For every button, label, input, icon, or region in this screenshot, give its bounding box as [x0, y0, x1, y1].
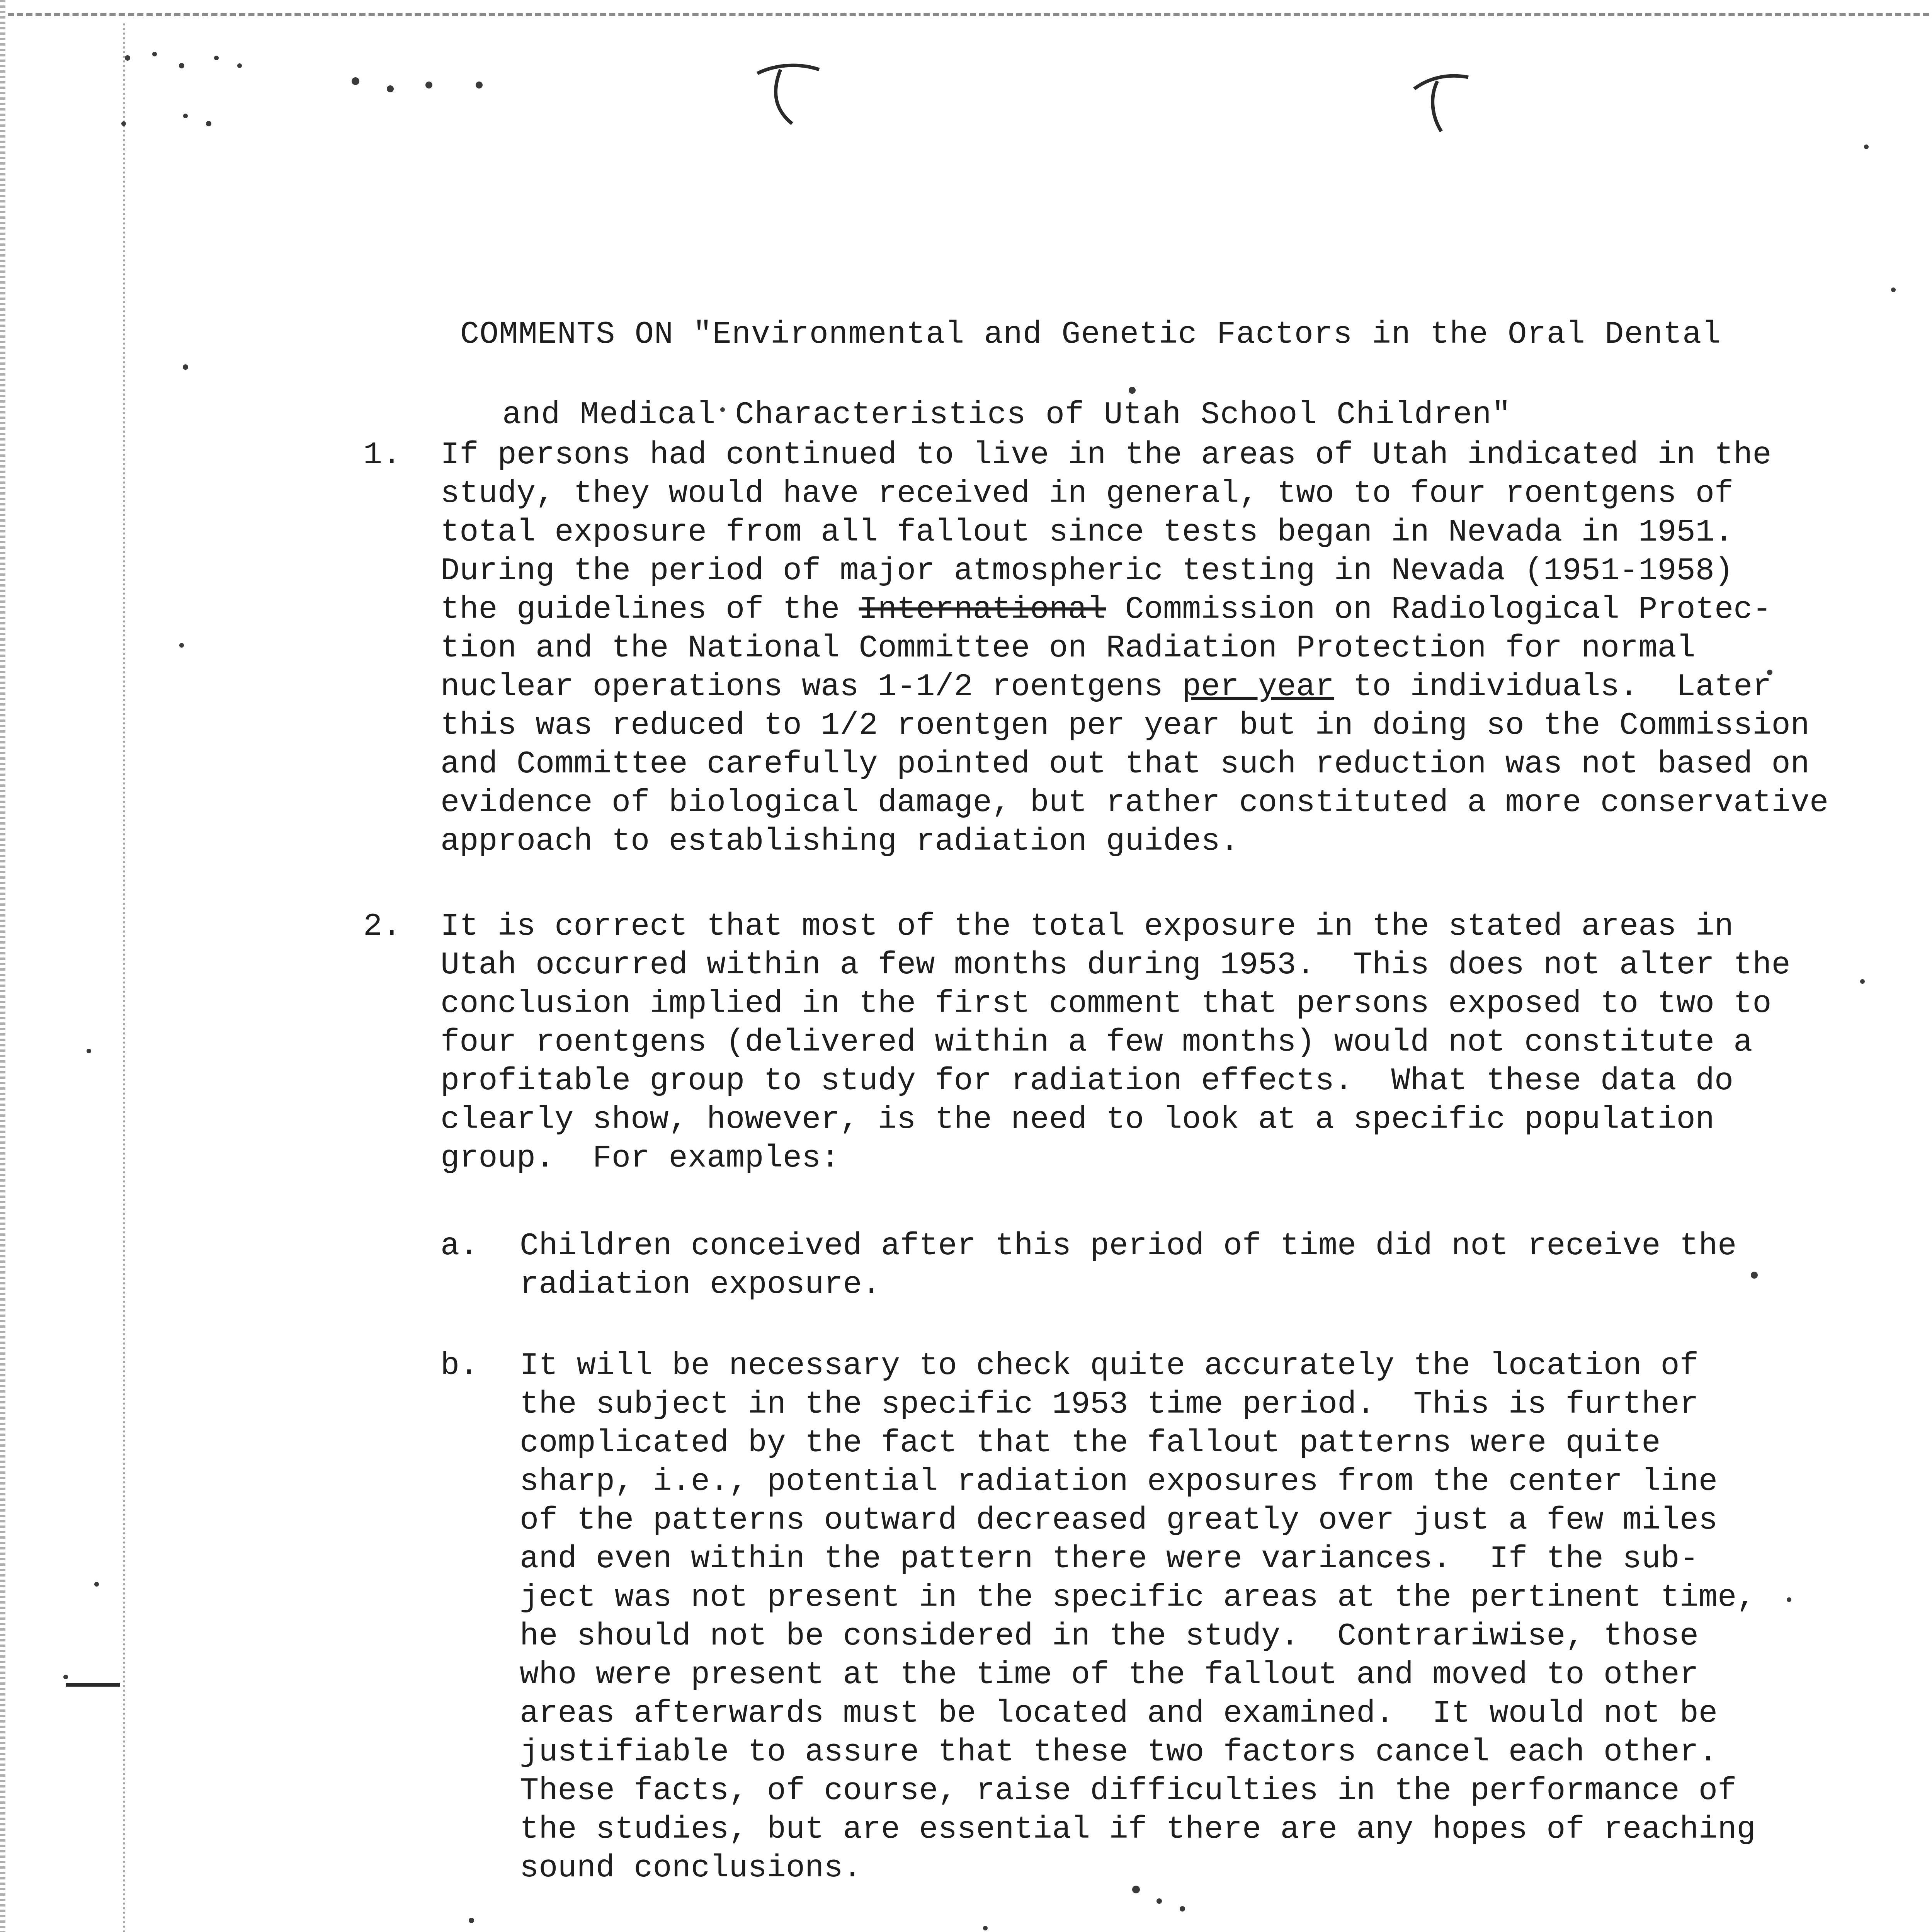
paragraph-line: clearly show, however, is the need to look at a specific population	[440, 1102, 1714, 1138]
paragraph-line: and even within the pattern there were variances. If the sub-	[520, 1541, 1699, 1577]
subitem-b-paragraph	[520, 1347, 1756, 1888]
paragraph-line: tion and the National Committee on Radiation Protection for normal	[440, 630, 1696, 666]
item-number-1: 1.	[363, 437, 401, 473]
paragraph-line-strikethrough: the guidelines of the International Commission on Radiological Protec-	[440, 592, 1772, 628]
paragraph-line: the subject in the specific 1953 time period. This is further	[520, 1386, 1699, 1422]
paragraph-line: study, they would have received in general, two to four roentgens of	[440, 476, 1734, 512]
handwritten-mark-right	[1410, 66, 1472, 143]
paragraph-line: sound conclusions.	[520, 1850, 862, 1886]
paragraph-line: During the period of major atmospheric testing in Nevada (1951-1958)	[440, 553, 1734, 589]
paragraph-line: sharp, i.e., potential radiation exposures from the center line	[520, 1464, 1718, 1500]
paragraph-line: areas afterwards must be located and examined. It would not be	[520, 1696, 1718, 1731]
subitem-letter-a: a.	[440, 1228, 479, 1264]
item-1-paragraph	[440, 436, 1828, 861]
paragraph-line: approach to establishing radiation guides.	[440, 823, 1239, 859]
paragraph-line: group. For examples:	[440, 1140, 840, 1176]
item-2-paragraph	[440, 907, 1791, 1178]
paragraph-line: he should not be considered in the study. Contrariwise, those	[520, 1618, 1699, 1654]
paragraph-line: These facts, of course, raise difficulties in the performance of	[520, 1773, 1737, 1809]
paragraph-line: radiation exposure.	[520, 1267, 881, 1303]
paragraph-line: who were present at the time of the fallout and moved to other	[520, 1657, 1699, 1693]
paragraph-line: the studies, but are essential if there are any hopes of reaching	[520, 1811, 1756, 1847]
title-line-1: COMMENTS ON "Environmental and Genetic Factors in the Oral Dental	[460, 316, 1721, 352]
paragraph-line: conclusion implied in the first comment that persons exposed to two to	[440, 986, 1772, 1022]
paragraph-line: ject was not present in the specific areas at the pertinent time,	[520, 1580, 1756, 1616]
paragraph-line: It is correct that most of the total exposure in the stated areas in	[440, 908, 1734, 944]
item-number-2: 2.	[363, 908, 401, 944]
paragraph-line: complicated by the fact that the fallout patterns were quite	[520, 1425, 1661, 1461]
paragraph-line: total exposure from all fallout since tests began in Nevada in 1951.	[440, 514, 1734, 550]
subitem-a-paragraph	[520, 1227, 1736, 1304]
paragraph-line: of the patterns outward decreased greatly over just a few miles	[520, 1502, 1718, 1538]
paragraph-line: and Committee carefully pointed out that such reduction was not based on	[440, 746, 1810, 782]
handwritten-mark-left	[750, 58, 827, 135]
paragraph-line: profitable group to study for radiation effects. What these data do	[440, 1063, 1734, 1099]
paragraph-line: four roentgens (delivered within a few months) would not constitute a	[440, 1024, 1753, 1060]
paragraph-line: Utah occurred within a few months during 1953. This does not alter the	[440, 947, 1791, 983]
paragraph-line-underlined-per-year: nuclear operations was 1-1/2 roentgens per year to individuals. Later	[440, 669, 1772, 705]
paragraph-line: Children conceived after this period of time did not receive the	[520, 1228, 1737, 1264]
title-line-2: and Medical Characteristics of Utah School Children"	[502, 397, 1511, 433]
paragraph-line: If persons had continued to live in the areas of Utah indicated in the	[440, 437, 1772, 473]
paragraph-line: this was reduced to 1/2 roentgen per year but in doing so the Commission	[440, 707, 1810, 743]
paragraph-line: justifiable to assure that these two factors cancel each other.	[520, 1734, 1718, 1770]
strikethrough-text: International	[859, 592, 1106, 628]
underlined-text: per year	[1182, 669, 1334, 705]
subitem-letter-b: b.	[440, 1348, 479, 1384]
paragraph-line: It will be necessary to check quite accurately the location of	[520, 1348, 1699, 1384]
paragraph-line: evidence of biological damage, but rather constituted a more conservative	[440, 785, 1829, 821]
